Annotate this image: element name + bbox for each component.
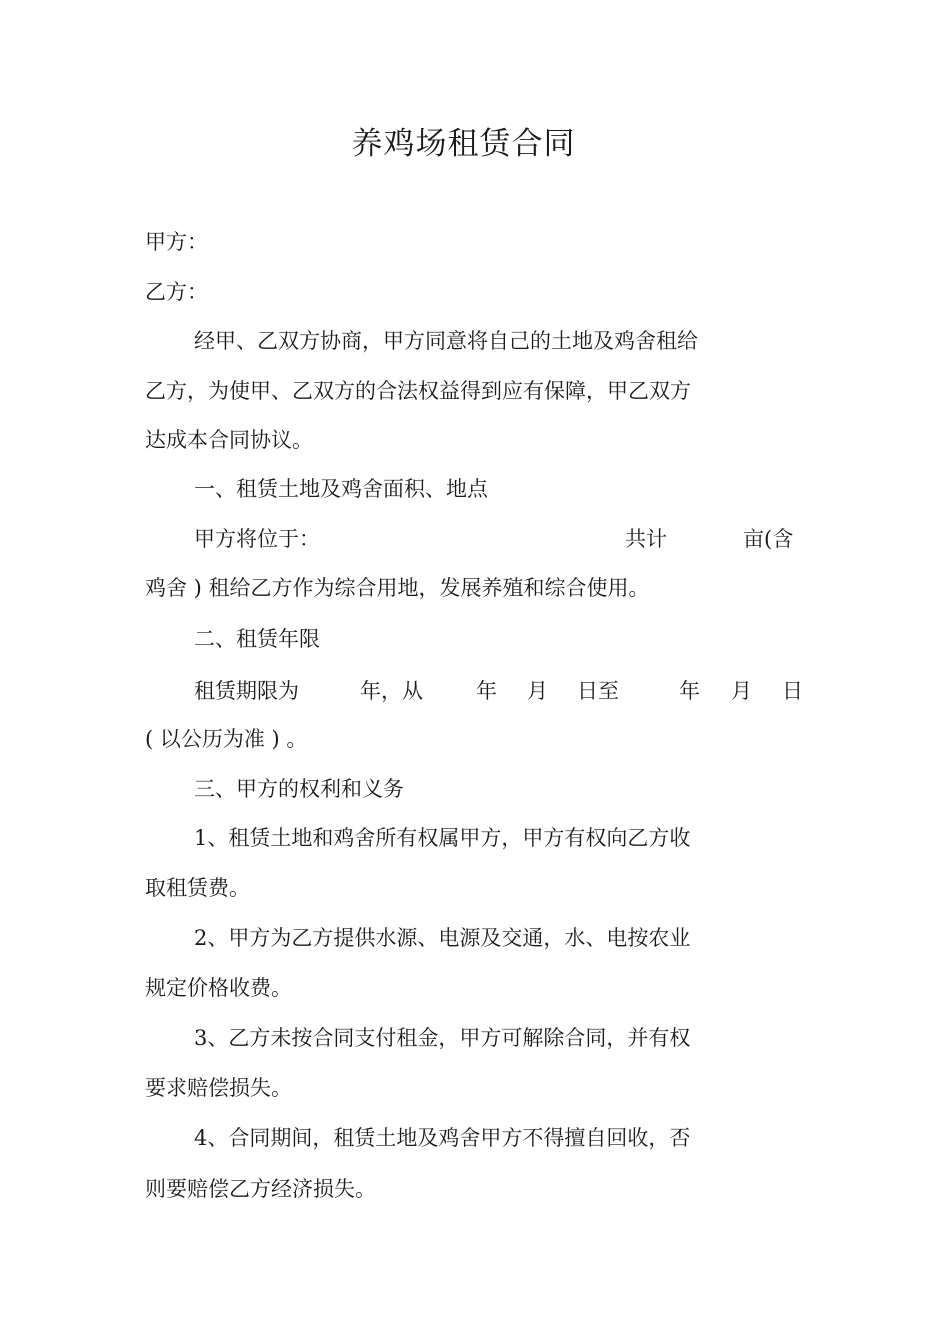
section1-heading: 一、租赁土地及鸡舍面积、地点 — [194, 477, 488, 501]
intro-line-2: 乙方，为使甲、乙双方的合法权益得到应有保障，甲乙双方 — [145, 379, 691, 403]
party-a-label: 甲方： — [145, 230, 208, 254]
item3-line-2: 要求赔偿损失。 — [145, 1076, 292, 1100]
section1-line-2: 鸡舍 ) 租给乙方作为综合用地，发展养殖和综合使用。 — [145, 576, 650, 600]
item1-line-1: 1、租赁土地和鸡舍所有权属甲方，甲方有权向乙方收 — [194, 826, 691, 850]
item1-line-2: 取租赁费。 — [145, 876, 250, 900]
item4-line-2: 则要赔偿乙方经济损失。 — [145, 1177, 376, 1201]
item4-line-1: 4、合同期间，租赁土地及鸡舍甲方不得擅自回收，否 — [194, 1126, 691, 1150]
item2-line-1: 2、甲方为乙方提供水源、电源及交通，水、电按农业 — [194, 926, 691, 950]
item3-line-1: 3、乙方未按合同支付租金，甲方可解除合同，并有权 — [194, 1026, 691, 1050]
years-from-label: 年，从 — [360, 679, 423, 703]
end-month-label: 月 — [731, 679, 752, 703]
intro-line-3: 达成本合同协议。 — [145, 428, 313, 452]
document-title: 养鸡场租赁合同 — [351, 126, 576, 162]
end-day-label: 日 — [782, 679, 803, 703]
item2-line-2: 规定价格收费。 — [145, 976, 292, 1000]
party-b-label: 乙方： — [145, 280, 208, 304]
term-label: 租赁期限为 — [194, 679, 299, 703]
start-month-label: 月 — [527, 679, 548, 703]
location-label: 甲方将位于： — [194, 527, 320, 551]
day-to-label: 日至 — [577, 679, 619, 703]
section2-heading: 二、租赁年限 — [194, 627, 320, 651]
end-year-label: 年 — [679, 679, 700, 703]
mu-label: 亩(含 — [743, 527, 794, 551]
start-year-label: 年 — [476, 679, 497, 703]
intro-line-1: 经甲、乙双方协商，甲方同意将自己的土地及鸡舍租给 — [194, 329, 698, 353]
section3-heading: 三、甲方的权利和义务 — [194, 777, 404, 801]
total-label: 共计 — [625, 527, 667, 551]
section2-line-2: ( 以公历为准 ) 。 — [145, 727, 308, 751]
